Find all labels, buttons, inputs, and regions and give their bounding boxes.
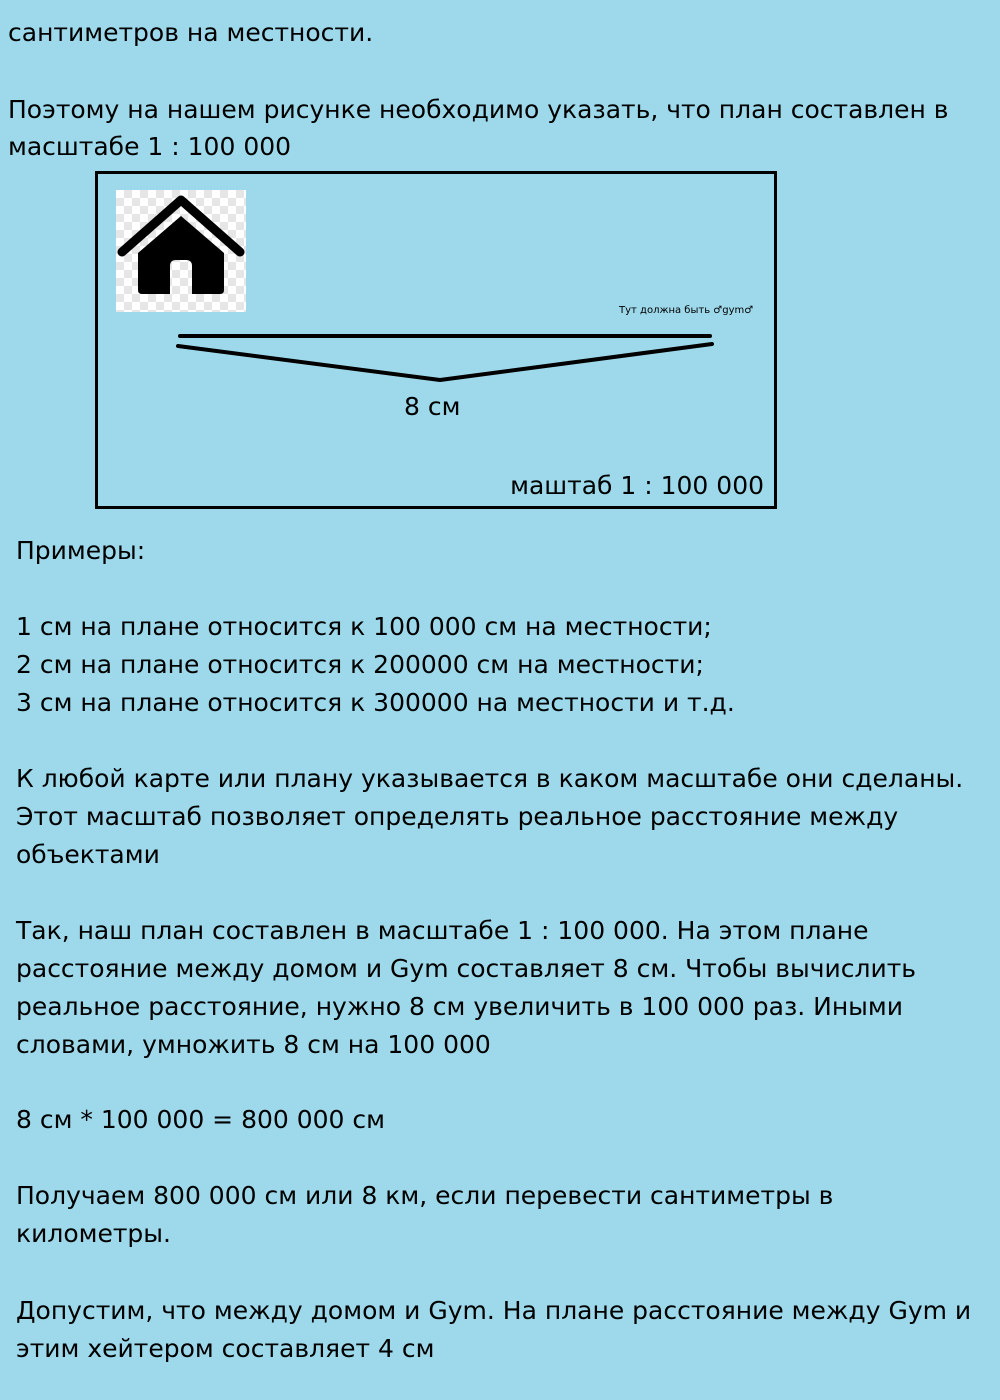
text-line-5: 1 см на плане относится к 100 000 см на местности; [16, 612, 712, 641]
text-line-9: Этот масштаб позволяет определять реальное расстояние между [16, 802, 899, 831]
distance-label: 8 см [404, 392, 461, 421]
text-line-3: масштабе 1 : 100 000 [8, 132, 292, 161]
text-line-8: К любой карте или плану указывается в каком масштабе они сделаны. [16, 764, 964, 793]
text-line-18: Допустим, что между домом и Gym. На плане расстояние между Gym и [16, 1296, 972, 1325]
text-line-6: 2 см на плане относится к 200000 см на местности; [16, 650, 704, 679]
text-line-15: 8 см * 100 000 = 800 000 см [16, 1105, 386, 1134]
text-line-7: 3 см на плане относится к 300000 на местности и т.д. [16, 688, 735, 717]
text-line-1: сантиметров на местности. [8, 18, 374, 47]
plan-diagram [95, 171, 777, 509]
distance-marker [98, 174, 774, 506]
text-line-2: Поэтому на нашем рисунке необходимо указать, что план составлен в [8, 95, 949, 124]
scale-label: маштаб 1 : 100 000 [510, 471, 764, 500]
text-line-14: словами, умножить 8 см на 100 000 [16, 1030, 491, 1059]
text-line-10: объектами [16, 840, 160, 869]
text-line-17: километры. [16, 1219, 171, 1248]
text-line-4: Примеры: [16, 536, 146, 565]
text-line-13: реальное расстояние, нужно 8 см увеличить в 100 000 раз. Иными [16, 992, 904, 1021]
text-line-16: Получаем 800 000 см или 8 км, если перевести сантиметры в [16, 1181, 834, 1210]
text-line-19: этим хейтером составляет 4 см [16, 1334, 435, 1363]
text-line-11: Так, наш план составлен в масштабе 1 : 100 000. На этом плане [16, 916, 869, 945]
gym-note: Тут должна быть ♂gym♂ [619, 305, 754, 316]
text-line-12: расстояние между домом и Gym составляет 8 см. Чтобы вычислить [16, 954, 917, 983]
